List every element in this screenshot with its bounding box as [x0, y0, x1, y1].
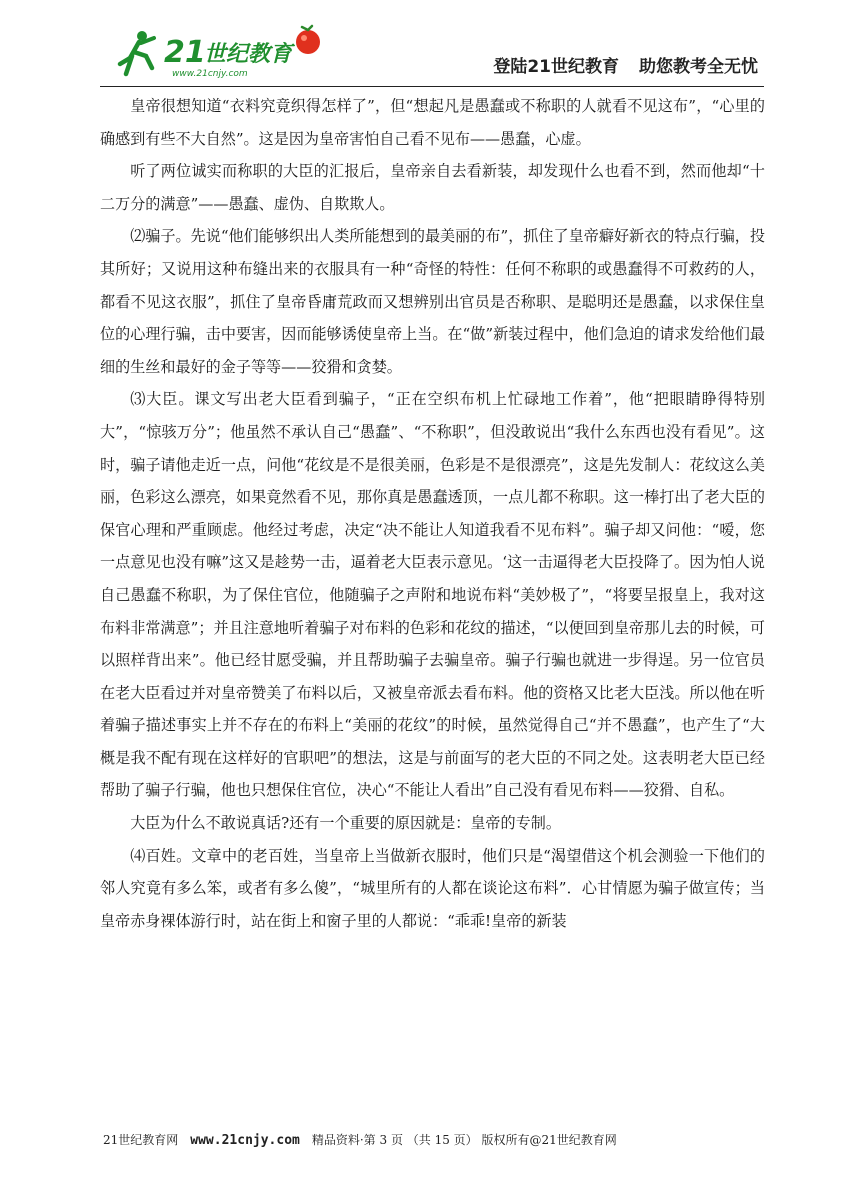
footer-page-info: 精品资料·第 3 页 （共 15 页） 版权所有@21世纪教育网: [311, 1133, 617, 1147]
site-logo[interactable]: [112, 24, 342, 82]
paragraph: ⑶大臣。课文写出老大臣看到骗子，“正在空织布机上忙碌地工作着”，他“把眼睛睁得特别大”，“惊骇万分”；他虽然不承认自己“愚蠢”、“不称职”，但没敢说出“我什么东西也没有看见”。这时，骗子请他走近一点，问他“花纹是不是很美丽，色彩是不是很漂亮”，这是先发制人：花纹这么美丽，色彩这么漂亮，如果竟然看不见，那你真是愚蠢透顶，一点儿都不称职。这一棒打出了老大臣的保官心理和严重顾虑。他经过考虑，决定“决不能让人知道我看不见布料”。骗子却又问他：“嗳，您一点意见也没有嘛”这又是趁势一击，逼着老大臣表示意见。‘这一击逼得老大臣投降了。因为怕人说自己愚蠢不称职，为了保住官位，他随骗子之声附和地说布料“美妙极了”，“将要呈报皇上，我对这布料非常满意”；并且注意地听着骗子对布料的色彩和花纹的描述，“以便回到皇帝那儿去的时候，可以照样背出来”。他已经甘愿受骗，并且帮助骗子去骗皇帝。骗子行骗也就进一步得逞。另一位官员在老大臣看过并对皇帝赞美了布料以后，又被皇帝派去看布料。他的资格又比老大臣浅。所以他在听着骗子描述事实上并不存在的布料上“美丽的花纹”的时候，虽然觉得自己“并不愚蠢”，也产生了“大概是我不配有现在这样好的官职吧”的想法，这是与前面写的老大臣的不同之处。这表明老大臣已经帮助了骗子行骗，他也只想保住官位，决心“不能让人看出”自己没有看见布料——狡猾、自私。: [100, 390, 765, 800]
header-slogan: [493, 52, 758, 77]
paragraph: ⑵骗子。先说“他们能够织出人类所能想到的最美丽的布”，抓住了皇帝癖好新衣的特点行骗，投其所好；又说用这种布缝出来的衣服具有一种“奇怪的特性：任何不称职的或愚蠢得不可救药的人，都看不见这衣服”，抓住了皇帝昏庸荒政而又想辨别出官员是否称职、是聪明还是愚蠢，以求保住皇位的心理行骗，击中要害，因而能够诱使皇帝上当。在“做”新装过程中，他们急迫的请求发给他们最细的生丝和最好的金子等等——狡猾和贪婪。: [100, 227, 765, 376]
logo-wordmark: 21: [164, 35, 206, 70]
footer-site-link[interactable]: www.21cnjy.com: [190, 1133, 300, 1148]
logo-url: www.21cnjy.com: [172, 69, 248, 79]
logo-graphic: [112, 24, 342, 82]
article-body: [100, 90, 765, 937]
logo-wordmark-cn: 世纪教育: [204, 42, 293, 67]
page-header: [100, 22, 764, 87]
paragraph: 听了两位诚实而称职的大臣的汇报后，皇帝亲自去看新装，却发现什么也看不到，然而他却“十二万分的满意”——愚蠢、虚伪、自欺欺人。: [100, 162, 765, 213]
slogan-left: 登陆21世纪教育: [493, 57, 619, 77]
paragraph: 大臣为什么不敢说真话?还有一个重要的原因就是：皇帝的专制。: [130, 814, 561, 833]
footer-site-name: 21世纪教育网: [103, 1133, 179, 1147]
slogan-right: 助您教考全无忧: [639, 57, 758, 77]
page-footer: [103, 1131, 617, 1148]
paragraph: 皇帝很想知道“衣料究竟织得怎样了”，但“想起凡是愚蠢或不称职的人就看不见这布”，“心里的确感到有些不大自然”。这是因为皇帝害怕自己看不见布——愚蠢，心虚。: [100, 97, 765, 148]
paragraph: ⑷百姓。文章中的老百姓，当皇帝上当做新衣服时，他们只是“渴望借这个机会测验一下他们的邻人究竟有多么笨，或者有多么傻”，“城里所有的人都在谈论这布料”．心甘情愿为骗子做宣传；当皇帝赤身裸体游行时，站在街上和窗子里的人都说：“乖乖!皇帝的新装: [100, 846, 765, 930]
